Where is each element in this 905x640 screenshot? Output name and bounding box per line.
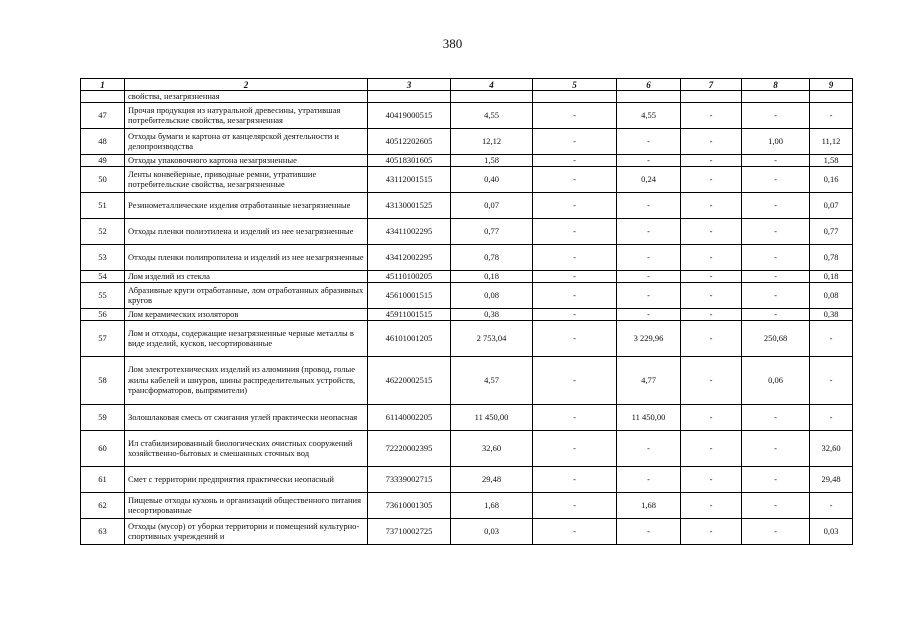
waste-name: Отходы упаковочного картона незагрязненные [125, 154, 368, 166]
value-col-9: 0,78 [810, 244, 853, 270]
waste-name: Отходы (мусор) от уборки территории и помещений культурно-спортивных учреждений и [125, 518, 368, 544]
value-col-8: - [742, 218, 810, 244]
waste-name: Отходы пленки полипропилена и изделий из нее незагрязненные [125, 244, 368, 270]
value-col-7: - [681, 466, 742, 492]
value-col-4: 32,60 [451, 430, 533, 466]
value-col-4: 0,40 [451, 166, 533, 192]
value-col-8: - [742, 492, 810, 518]
empty-cell [368, 91, 451, 103]
row-number: 58 [81, 356, 125, 404]
header-col-8: 8 [742, 79, 810, 91]
value-col-7: - [681, 270, 742, 282]
continuation-text: свойства, незагрязненная [125, 91, 368, 103]
value-col-6: - [617, 270, 681, 282]
value-col-9: 0,38 [810, 308, 853, 320]
value-col-9: 32,60 [810, 430, 853, 466]
header-col-7: 7 [681, 79, 742, 91]
value-col-4: 1,68 [451, 492, 533, 518]
row-number: 49 [81, 154, 125, 166]
waste-name: Смет с территории предприятия практически неопасный [125, 466, 368, 492]
value-col-4: 1,58 [451, 154, 533, 166]
row-number: 54 [81, 270, 125, 282]
table-row [81, 466, 853, 492]
table-row [81, 128, 853, 154]
fkko-code: 46220002515 [368, 356, 451, 404]
row-number: 56 [81, 308, 125, 320]
fkko-code: 46101001205 [368, 320, 451, 356]
value-col-9: 0,16 [810, 166, 853, 192]
value-col-6: 4,55 [617, 102, 681, 128]
fkko-code: 40518301605 [368, 154, 451, 166]
fkko-code: 40419000515 [368, 102, 451, 128]
value-col-9: - [810, 356, 853, 404]
value-col-5: - [533, 282, 617, 308]
value-col-5: - [533, 308, 617, 320]
row-number: 47 [81, 102, 125, 128]
value-col-4: 29,48 [451, 466, 533, 492]
value-col-5: - [533, 466, 617, 492]
value-col-9: 11,12 [810, 128, 853, 154]
fkko-code: 45110100205 [368, 270, 451, 282]
value-col-7: - [681, 244, 742, 270]
row-number: 63 [81, 518, 125, 544]
value-col-5: - [533, 404, 617, 430]
header-col-1: 1 [81, 79, 125, 91]
table-row [81, 356, 853, 404]
waste-name: Абразивные круги отработанные, лом отработанных абразивных кругов [125, 282, 368, 308]
fkko-code: 73710002725 [368, 518, 451, 544]
value-col-9: 0,77 [810, 218, 853, 244]
value-col-9: 0,03 [810, 518, 853, 544]
value-col-6: - [617, 308, 681, 320]
value-col-6: - [617, 518, 681, 544]
empty-cell [742, 91, 810, 103]
fkko-code: 45911001515 [368, 308, 451, 320]
value-col-4: 4,55 [451, 102, 533, 128]
table-row [81, 518, 853, 544]
value-col-9: 29,48 [810, 466, 853, 492]
value-col-5: - [533, 192, 617, 218]
value-col-9: 1,58 [810, 154, 853, 166]
table-row [81, 430, 853, 466]
value-col-5: - [533, 518, 617, 544]
fkko-code: 43112001515 [368, 166, 451, 192]
table-row [81, 308, 853, 320]
empty-cell [681, 91, 742, 103]
fkko-code: 73610001305 [368, 492, 451, 518]
value-col-7: - [681, 356, 742, 404]
value-col-6: - [617, 218, 681, 244]
value-col-7: - [681, 128, 742, 154]
value-col-5: - [533, 430, 617, 466]
fkko-code: 43412002295 [368, 244, 451, 270]
value-col-6: - [617, 244, 681, 270]
value-col-4: 0,38 [451, 308, 533, 320]
value-col-5: - [533, 218, 617, 244]
row-number: 52 [81, 218, 125, 244]
value-col-5: - [533, 102, 617, 128]
value-col-6: - [617, 128, 681, 154]
value-col-4: 0,78 [451, 244, 533, 270]
header-col-5: 5 [533, 79, 617, 91]
fkko-code: 73339002715 [368, 466, 451, 492]
value-col-5: - [533, 320, 617, 356]
value-col-8: 0,06 [742, 356, 810, 404]
value-col-5: - [533, 166, 617, 192]
row-number: 53 [81, 244, 125, 270]
table-row [81, 102, 853, 128]
fkko-code: 43130001525 [368, 192, 451, 218]
row-number: 51 [81, 192, 125, 218]
value-col-6: 3 229,96 [617, 320, 681, 356]
header-col-2: 2 [125, 79, 368, 91]
waste-name: Золошлаковая смесь от сжигания углей практически неопасная [125, 404, 368, 430]
value-col-9: - [810, 404, 853, 430]
value-col-5: - [533, 244, 617, 270]
fkko-code: 43411002295 [368, 218, 451, 244]
value-col-6: 4,77 [617, 356, 681, 404]
value-col-9: 0,08 [810, 282, 853, 308]
value-col-6: 0,24 [617, 166, 681, 192]
value-col-9: 0,07 [810, 192, 853, 218]
value-col-8: - [742, 166, 810, 192]
table-row [81, 154, 853, 166]
header-col-3: 3 [368, 79, 451, 91]
value-col-6: - [617, 154, 681, 166]
value-col-7: - [681, 282, 742, 308]
value-col-8: 250,68 [742, 320, 810, 356]
value-col-4: 0,18 [451, 270, 533, 282]
value-col-9: - [810, 102, 853, 128]
header-col-4: 4 [451, 79, 533, 91]
table-row [81, 404, 853, 430]
value-col-5: - [533, 154, 617, 166]
value-col-7: - [681, 430, 742, 466]
header-col-9: 9 [810, 79, 853, 91]
waste-name: Лом керамических изоляторов [125, 308, 368, 320]
fkko-code: 61140002205 [368, 404, 451, 430]
value-col-6: 11 450,00 [617, 404, 681, 430]
value-col-4: 12,12 [451, 128, 533, 154]
row-number: 48 [81, 128, 125, 154]
row-number: 62 [81, 492, 125, 518]
waste-name: Отходы бумаги и картона от канцелярской деятельности и делопроизводства [125, 128, 368, 154]
value-col-6: 1,68 [617, 492, 681, 518]
row-number: 60 [81, 430, 125, 466]
value-col-7: - [681, 218, 742, 244]
value-col-7: - [681, 102, 742, 128]
value-col-5: - [533, 270, 617, 282]
value-col-4: 0,03 [451, 518, 533, 544]
value-col-4: 0,07 [451, 192, 533, 218]
value-col-8: - [742, 518, 810, 544]
value-col-7: - [681, 166, 742, 192]
empty-cell [533, 91, 617, 103]
value-col-4: 11 450,00 [451, 404, 533, 430]
continuation-row [81, 91, 853, 103]
row-number: 55 [81, 282, 125, 308]
value-col-8: - [742, 102, 810, 128]
value-col-8: - [742, 154, 810, 166]
value-col-5: - [533, 492, 617, 518]
value-col-8: - [742, 404, 810, 430]
waste-name: Ленты конвейерные, приводные ремни, утратившие потребительские свойства, незагрязненные [125, 166, 368, 192]
row-number: 57 [81, 320, 125, 356]
empty-cell [451, 91, 533, 103]
header-row [81, 79, 853, 91]
value-col-7: - [681, 308, 742, 320]
value-col-5: - [533, 128, 617, 154]
value-col-5: - [533, 356, 617, 404]
waste-name: Лом изделий из стекла [125, 270, 368, 282]
value-col-4: 0,08 [451, 282, 533, 308]
value-col-7: - [681, 518, 742, 544]
row-number: 50 [81, 166, 125, 192]
waste-name: Пищевые отходы кухонь и организаций общественного питания несортированные [125, 492, 368, 518]
value-col-6: - [617, 430, 681, 466]
table-row [81, 192, 853, 218]
value-col-8: 1,00 [742, 128, 810, 154]
value-col-8: - [742, 270, 810, 282]
continuation-num [81, 91, 125, 103]
fkko-code: 72220002395 [368, 430, 451, 466]
table-row [81, 492, 853, 518]
waste-table [80, 78, 853, 545]
table-row [81, 218, 853, 244]
table-row [81, 282, 853, 308]
value-col-9: 0,18 [810, 270, 853, 282]
value-col-9: - [810, 320, 853, 356]
value-col-4: 4,57 [451, 356, 533, 404]
header-col-6: 6 [617, 79, 681, 91]
value-col-9: - [810, 492, 853, 518]
table-row [81, 166, 853, 192]
table-row [81, 244, 853, 270]
value-col-7: - [681, 404, 742, 430]
value-col-8: - [742, 308, 810, 320]
value-col-4: 2 753,04 [451, 320, 533, 356]
value-col-4: 0,77 [451, 218, 533, 244]
table-row [81, 270, 853, 282]
value-col-8: - [742, 430, 810, 466]
value-col-7: - [681, 154, 742, 166]
row-number: 59 [81, 404, 125, 430]
value-col-6: - [617, 282, 681, 308]
value-col-7: - [681, 492, 742, 518]
waste-name: Лом и отходы, содержащие незагрязненные черные металлы в виде изделий, кусков, несортированные [125, 320, 368, 356]
waste-name: Резинометаллические изделия отработанные незагрязненные [125, 192, 368, 218]
value-col-8: - [742, 192, 810, 218]
table-row [81, 320, 853, 356]
value-col-6: - [617, 466, 681, 492]
empty-cell [810, 91, 853, 103]
value-col-8: - [742, 466, 810, 492]
waste-name: Лом электротехнических изделий из алюминия (провод, голые жилы кабелей и шнуров, шины распределительных устройств, трансформаторов, выпрямители) [125, 356, 368, 404]
waste-name: Отходы пленки полиэтилена и изделий из нее незагрязненные [125, 218, 368, 244]
waste-name: Ил стабилизированный биологических очистных сооружений хозяйственно-бытовых и смешанных сточных вод [125, 430, 368, 466]
waste-name: Прочая продукция из натуральной древесины, утратившая потребительские свойства, незагрязненная [125, 102, 368, 128]
value-col-8: - [742, 282, 810, 308]
value-col-7: - [681, 320, 742, 356]
value-col-8: - [742, 244, 810, 270]
value-col-7: - [681, 192, 742, 218]
fkko-code: 45610001515 [368, 282, 451, 308]
page-number: 380 [442, 36, 463, 51]
fkko-code: 40512202605 [368, 128, 451, 154]
empty-cell [617, 91, 681, 103]
value-col-6: - [617, 192, 681, 218]
row-number: 61 [81, 466, 125, 492]
